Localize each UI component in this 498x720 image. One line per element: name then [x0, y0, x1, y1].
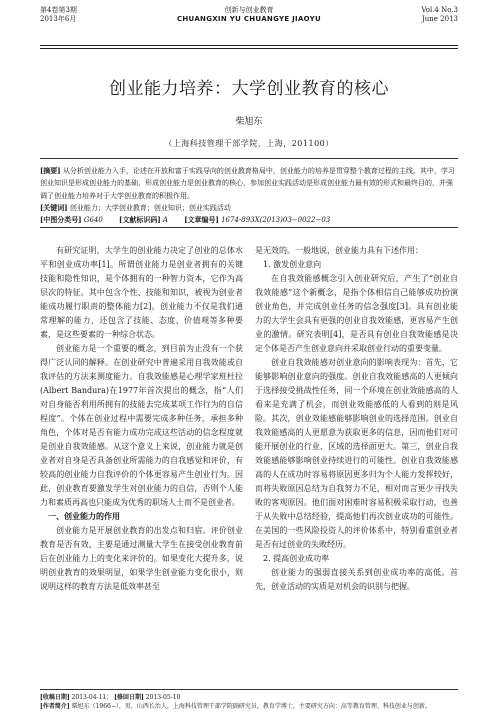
- revised-date: 2013-05-10: [145, 694, 181, 701]
- body-column-right: [255, 244, 458, 594]
- paragraph: 创业能力的强弱直接关系到创业成功率的高低。首先，创业活动的实质是对机会的识别与把握。: [255, 568, 458, 591]
- paragraph: 在自我效能感概念引入创业研究后，产生了“创业自我效能感”这个新概念，是指个体相信自己能够成功扮演创业角色，并完成创业任务的信念强度[3]。具有创业能力的大学生会具有更强的创业自我效能感，更容易产生创业的激情。研究表明[4]，是否具有创业自我效能感是决定个体是否产生创业意向并采取创业行动的重要变量。: [255, 274, 458, 353]
- paragraph: 创业能力是开展创业教育的出发点和归宿。评价创业教育是否有效，主要是通过测量大学生在接受创业教育前后在创业能力上的变化来评价的。如果变化大提升多，说明创业教育的效果明显，如果学生创业能力变化很小，则说明这样的教育方法是低效率甚至: [40, 526, 243, 591]
- journal-name-pinyin: CHUANGXIN YU CHUANGYE JIAOYU: [176, 15, 322, 23]
- keywords: [40, 202, 458, 214]
- article-title: 创业能力培养：大学创业教育的核心: [109, 79, 389, 99]
- volume-issue: 第4卷第3期: [40, 6, 77, 14]
- paragraph: 创业能力是一个重要的概念，到目前为止没有一个获得广泛认同的解释。在创业研究中普遍采用自我效能或自我评估的方法来测度能力。自我效能感是心理学家班杜拉(Albert Bandura)在1977年首次提出的概念，指“人们对自身能否利用所拥有的技能去完成某项工作行为的自信程度”。个体在创业过程中需要完成多种任务，承担多种角色，个体对是否有能力成功完成这些活动的信念程度就是创业自我效能感。从这个意义上来说，创业能力就是创业者对自身是否具备创业所需能力的自我感觉和评价，有较高的创业能力自我评价的个体更容易产生创业行为。因此，创业教育要激发学生对创业能力的自信，否则个人能力和素质再高也只能成为优秀的职场人士而不是创业者。: [40, 344, 243, 507]
- keywords-label: [关键词]: [40, 202, 68, 212]
- doc-code-label: [文献标识码]: [119, 215, 161, 225]
- footnote-block: [40, 693, 458, 711]
- section-heading: 一、创业能力的作用: [48, 512, 120, 521]
- abstract-bottom-rule: [40, 227, 458, 228]
- received-label: [收稿日期]: [40, 694, 70, 701]
- abstract-top-rule: [40, 158, 458, 159]
- doc-code-value: A: [162, 216, 168, 225]
- classification-line: [40, 214, 458, 226]
- publication-date-en: June 2013: [421, 15, 458, 23]
- article-no-value: 1674-893X(2013)03−0022−03: [221, 216, 331, 225]
- paragraph: 创业自我效能感对创业意向的影响表现为：首先，它能够影响创业意向的强度。创业自我效能感高的人更倾向于选择接受挑战性任务，同一个环境在创业效能感高的人看来是充满了机会，而创业效能感低的人看到的则是风险。其次，创业效能感能够影响创业的选择范围。创业自我效能感高的人更愿意为获取更多的信息，因而他们对可能开展创业的行业、区域的选择面更大。第三，创业自我效能感能够影响创业持续进行的可能性。创业自我效能感高的人在成功时容易将原因更多归为个人能力发挥较好，而将失败原因总结为自我努力不足，相对而言更少寻找失败的客观原因。他们面对困难时容易积极采取行动，也善于从失败中总结经验，提高他们再次创业成功的可能性。在美国的一些风险投资人的评价体系中，特别看重创业者是否有过创业的失败经历。: [255, 358, 458, 549]
- header-rule-thin: [40, 48, 458, 49]
- revised-label: [修回日期]: [114, 694, 144, 701]
- running-header: [0, 6, 498, 40]
- clc-value: G640: [83, 216, 103, 225]
- author-affiliation: （上海科技管理干部学院，上海，201100）: [164, 139, 334, 148]
- abstract-text: 从分析创业能力入手，论述在开放和富于实践导向的创业教育格局中，创业能力的培养是贯穿整个教育过程的主线。其中，学习创业知识是形成创业能力的基础，形成创业能力是创业教育的核心，参加创业实践活动是形成创业能力最有效的形式和最终目的，并强调了创业能力培养对于大学创业教育的积极作用。: [40, 167, 455, 200]
- article-author: 柴旭东: [235, 117, 263, 127]
- author-bio: [40, 702, 458, 711]
- paragraph: 有研究证明，大学生的创业能力决定了创业的总体水平和创业成功率[1]。所谓创业能力是创业者拥有的关键技能和隐性知识，是个体拥有的一种智力资本，它作为高层次的特征。其中包含个性、技能和知识，被视为创业者能成功履行职责的整体能力[2]。创业能力不仅是我们通常理解的能力，还包含了技能、态度、价值观等多种要素，是这些要素的一种综合状态。: [40, 246, 243, 339]
- abstract-label: [摘要]: [40, 166, 61, 175]
- header-right: [421, 6, 458, 24]
- article-no-label: [文章编号]: [184, 215, 219, 225]
- abstract-block: [40, 165, 458, 226]
- received-date: 2013-04-11；: [71, 694, 113, 701]
- footnote-rule: [40, 689, 458, 690]
- volume-issue-en: Vol.4 No.3: [421, 6, 458, 14]
- clc-label: [中图分类号]: [40, 215, 82, 225]
- dates-line: [40, 693, 458, 702]
- paragraph-continued: 是无效的。一般地说，创业能力具有下述作用：: [255, 246, 423, 255]
- author-bio-label: [作者简介]: [40, 703, 70, 710]
- body-column-left: [40, 244, 243, 594]
- journal-name: 创新与创业教育: [224, 6, 274, 14]
- publication-date: 2013年6月: [40, 15, 77, 23]
- subsection-heading: 1. 激发创业意向: [263, 260, 322, 269]
- header-rule-thick: [40, 45, 458, 46]
- subsection-heading: 2. 提高创业成功率: [263, 554, 330, 563]
- author-bio-text: 柴旭东（1966−），男，山西长治人，上海科技管理干部学院副研究员，教育学博士，主要研究方向：高等教育管理、科技创业与创新。: [71, 703, 431, 710]
- abstract: [40, 165, 458, 202]
- keywords-text: 创业能力；大学创业教育；创业知识；创业实践活动: [69, 203, 231, 212]
